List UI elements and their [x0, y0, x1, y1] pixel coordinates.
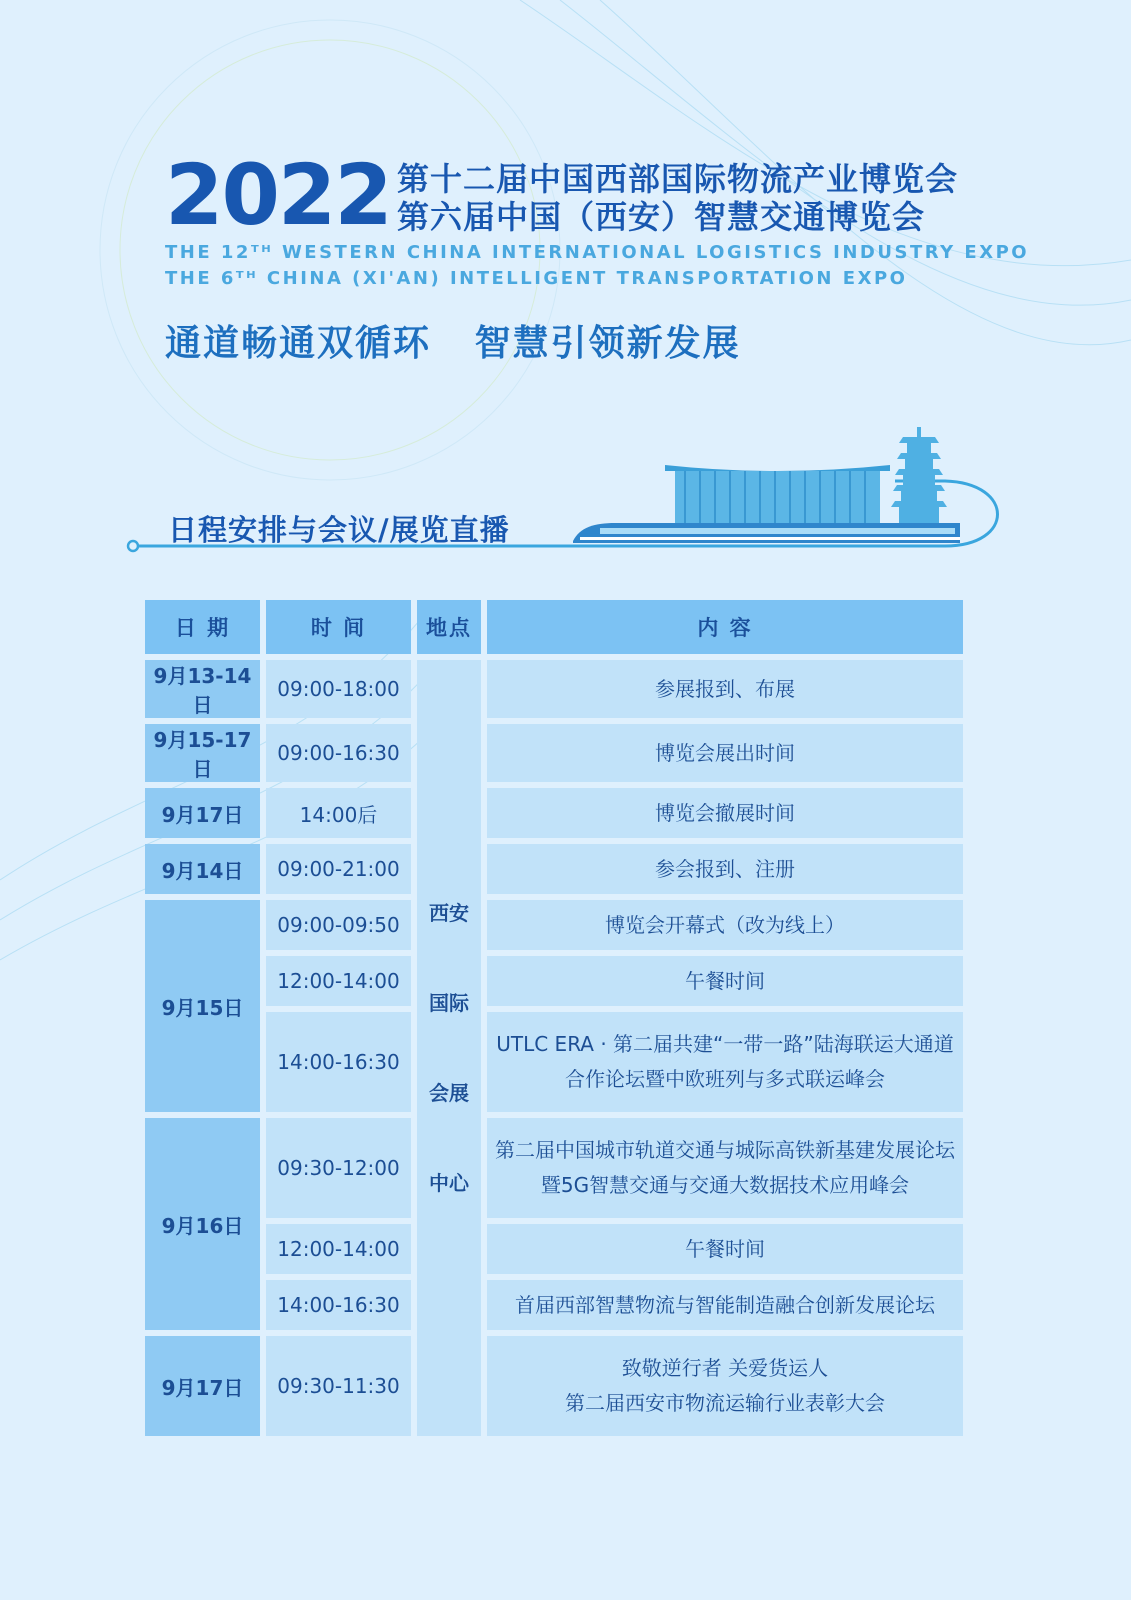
schedule-table: [139, 594, 969, 1442]
chinese-title: [397, 160, 987, 236]
content-line: 博览会展出时间: [655, 740, 795, 765]
content-line: 第二届西安市物流运输行业表彰大会: [565, 1391, 885, 1415]
content-cell: [487, 660, 963, 718]
content-cell: [487, 1012, 963, 1112]
content-line: 午餐时间: [685, 968, 765, 993]
content-line: 博览会撤展时间: [655, 800, 795, 825]
content-cell: [487, 844, 963, 894]
exhibition-hall-icon: [665, 465, 890, 523]
english-title: [165, 240, 1030, 292]
content-cell: [487, 1336, 963, 1436]
english-title-line-1: THE 12ᵀᴴ WESTERN CHINA INTERNATIONAL LOGISTICS INDUSTRY EXPO: [165, 242, 1030, 263]
header-date: 日 期: [145, 600, 260, 654]
content-cell: [487, 1280, 963, 1330]
date-cell: 9月17日: [145, 1336, 260, 1436]
schedule-table-container: [145, 600, 963, 1436]
slogan: 通道畅通双循环 智慧引领新发展: [165, 323, 741, 364]
content-cell: [487, 788, 963, 838]
date-cell: 9月13-14日: [145, 660, 260, 718]
date-cell: 9月14日: [145, 844, 260, 894]
table-row: [145, 1224, 963, 1274]
date-cell: 9月17日: [145, 788, 260, 838]
header-location: 地点: [417, 600, 481, 654]
train-icon: [573, 523, 960, 543]
table-row: [145, 1012, 963, 1112]
content-cell: [487, 956, 963, 1006]
table-row: [145, 724, 963, 782]
date-cell: 9月16日: [145, 1118, 260, 1330]
content-line: UTLC ERA · 第二届共建“一带一路”陆海联运大通道: [496, 1032, 954, 1056]
time-cell: 09:00-21:00: [266, 844, 411, 894]
content-line: 暨5G智慧交通与交通大数据技术应用峰会: [540, 1173, 910, 1197]
table-row: [145, 956, 963, 1006]
time-cell: 12:00-14:00: [266, 956, 411, 1006]
date-cell: 9月15日: [145, 900, 260, 1112]
time-cell: 14:00-16:30: [266, 1012, 411, 1112]
table-row: [145, 1118, 963, 1218]
time-cell: 09:00-18:00: [266, 660, 411, 718]
time-cell: 09:00-16:30: [266, 724, 411, 782]
content-line: 博览会开幕式（改为线上）: [605, 912, 845, 937]
location-line: 会展: [429, 1081, 469, 1105]
expo-year-logo: [165, 146, 391, 244]
content-line: 参展报到、布展: [655, 676, 795, 701]
table-row: [145, 1336, 963, 1436]
time-cell: 09:30-11:30: [266, 1336, 411, 1436]
table-header-row: [145, 600, 963, 654]
table-row: [145, 788, 963, 838]
time-cell: 09:30-12:00: [266, 1118, 411, 1218]
content-line: 参会报到、注册: [655, 856, 795, 881]
table-row: [145, 660, 963, 718]
date-cell: 9月15-17日: [145, 724, 260, 782]
content-cell: [487, 900, 963, 950]
location-cell: [417, 660, 481, 1436]
content-line: 首届西部智慧物流与智能制造融合创新发展论坛: [515, 1292, 935, 1317]
pagoda-icon: [891, 427, 947, 523]
location-line: 西安: [429, 901, 469, 925]
header-content: 内 容: [487, 600, 963, 654]
time-cell: 12:00-14:00: [266, 1224, 411, 1274]
time-cell: 14:00-16:30: [266, 1280, 411, 1330]
chinese-title-line-1: 第十二届中国西部国际物流产业博览会: [397, 160, 959, 198]
table-row: [145, 844, 963, 894]
content-line: 午餐时间: [685, 1236, 765, 1261]
content-line: 第二届中国城市轨道交通与城际高铁新基建发展论坛: [495, 1138, 955, 1162]
content-cell: [487, 1118, 963, 1218]
location-line: 中心: [429, 1171, 469, 1195]
english-title-line-2: THE 6ᵀᴴ CHINA (XI'AN) INTELLIGENT TRANSPORTATION EXPO: [165, 268, 908, 289]
table-row: [145, 1280, 963, 1330]
chinese-title-line-2: 第六届中国（西安）智慧交通博览会: [397, 198, 926, 236]
time-cell: 14:00后: [266, 788, 411, 838]
location-line: 国际: [429, 991, 469, 1015]
content-line: 合作论坛暨中欧班列与多式联运峰会: [565, 1067, 885, 1091]
time-cell: 09:00-09:50: [266, 900, 411, 950]
header-time: 时 间: [266, 600, 411, 654]
content-cell: [487, 1224, 963, 1274]
content-line: 致敬逆行者 关爱货运人: [621, 1356, 829, 1380]
table-row: [145, 900, 963, 950]
section-title: 日程安排与会议/展览直播: [168, 513, 510, 547]
year-text: 2022: [165, 146, 391, 244]
content-cell: [487, 724, 963, 782]
